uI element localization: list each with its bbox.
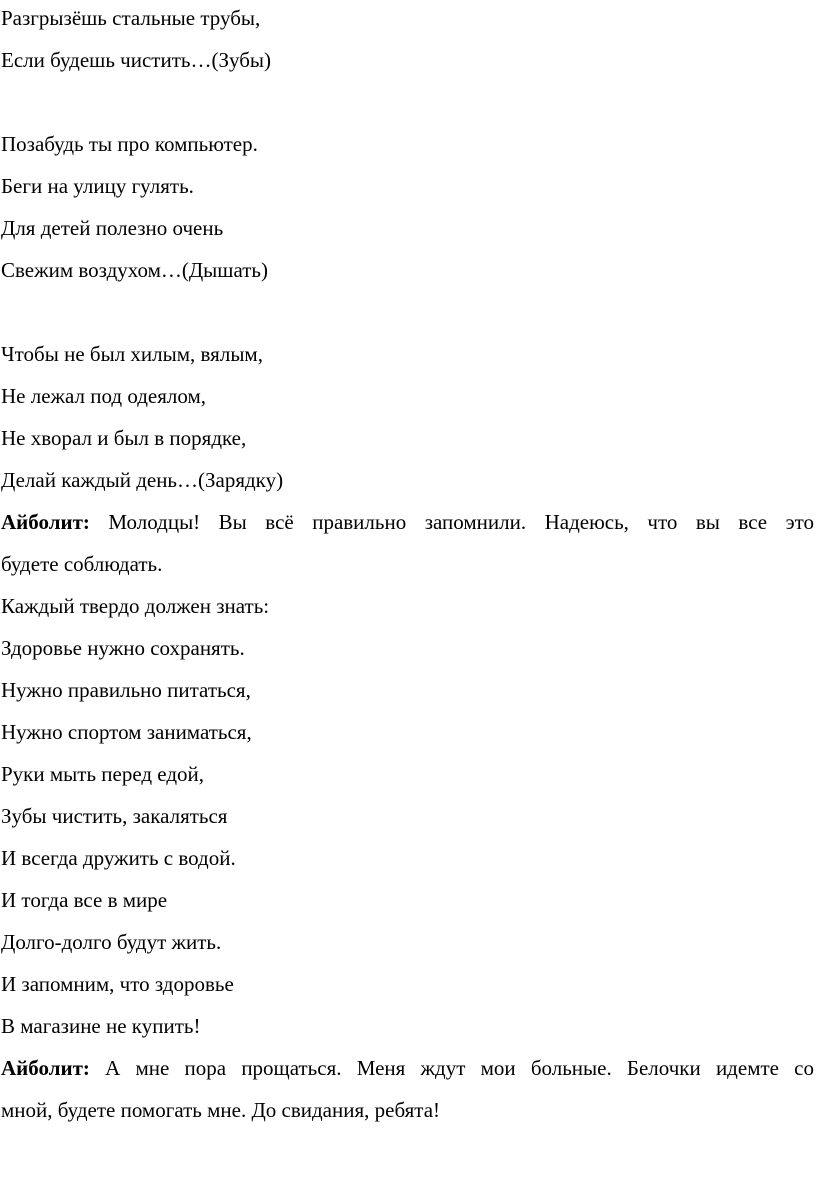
closing-poem-line: Долго-долго будут жить. <box>1 930 222 954</box>
closing-poem-line: Нужно спортом заниматься, <box>1 720 252 744</box>
stanza2-line2: Беги на улицу гулять. <box>1 174 194 198</box>
closing-poem-line: Зубы чистить, закаляться <box>1 804 228 828</box>
closing-poem-line: И всегда дружить с водой. <box>1 846 236 870</box>
closing-poem-line: И запомним, что здоровье <box>1 972 234 996</box>
closing-poem-line: Каждый твердо должен знать: <box>1 594 270 618</box>
stanza3-line3: Не хворал и был в порядке, <box>1 426 247 450</box>
dialogue2-text: А мне пора прощаться. Меня ждут мои больные. Белочки идемте со <box>105 1056 815 1080</box>
stanza3-line4: Делай каждый день…(Зарядку) <box>1 468 284 492</box>
speaker-label: Айболит: <box>1 510 90 534</box>
stanza2-line4: Свежим воздухом…(Дышать) <box>1 258 268 282</box>
closing-poem-line: В магазине не купить! <box>1 1014 201 1038</box>
closing-poem-line: И тогда все в мире <box>1 888 168 912</box>
stanza3-line1: Чтобы не был хилым, вялым, <box>1 342 263 366</box>
closing-poem-line: Руки мыть перед едой, <box>1 762 205 786</box>
dialogue1-line1 <box>1 510 814 534</box>
dialogue2-line1 <box>1 1056 814 1080</box>
stanza1-line1: Разгрызёшь стальные трубы, <box>1 6 261 30</box>
dialogue2-line2: мной, будете помогать мне. До свидания, ребята! <box>1 1098 441 1122</box>
dialogue1-line2: будете соблюдать. <box>1 552 163 576</box>
stanza3-line2: Не лежал под одеялом, <box>1 384 207 408</box>
stanza2-line1: Позабудь ты про компьютер. <box>1 132 258 156</box>
closing-poem-line: Здоровье нужно сохранять. <box>1 636 245 660</box>
speaker-label: Айболит: <box>1 1056 90 1080</box>
dialogue1-text: Молодцы! Вы всё правильно запомнили. Надеюсь, что вы все это <box>108 510 814 534</box>
closing-poem-line: Нужно правильно питаться, <box>1 678 251 702</box>
stanza1-line2: Если будешь чистить…(Зубы) <box>1 48 271 72</box>
stanza2-line3: Для детей полезно очень <box>1 216 224 240</box>
